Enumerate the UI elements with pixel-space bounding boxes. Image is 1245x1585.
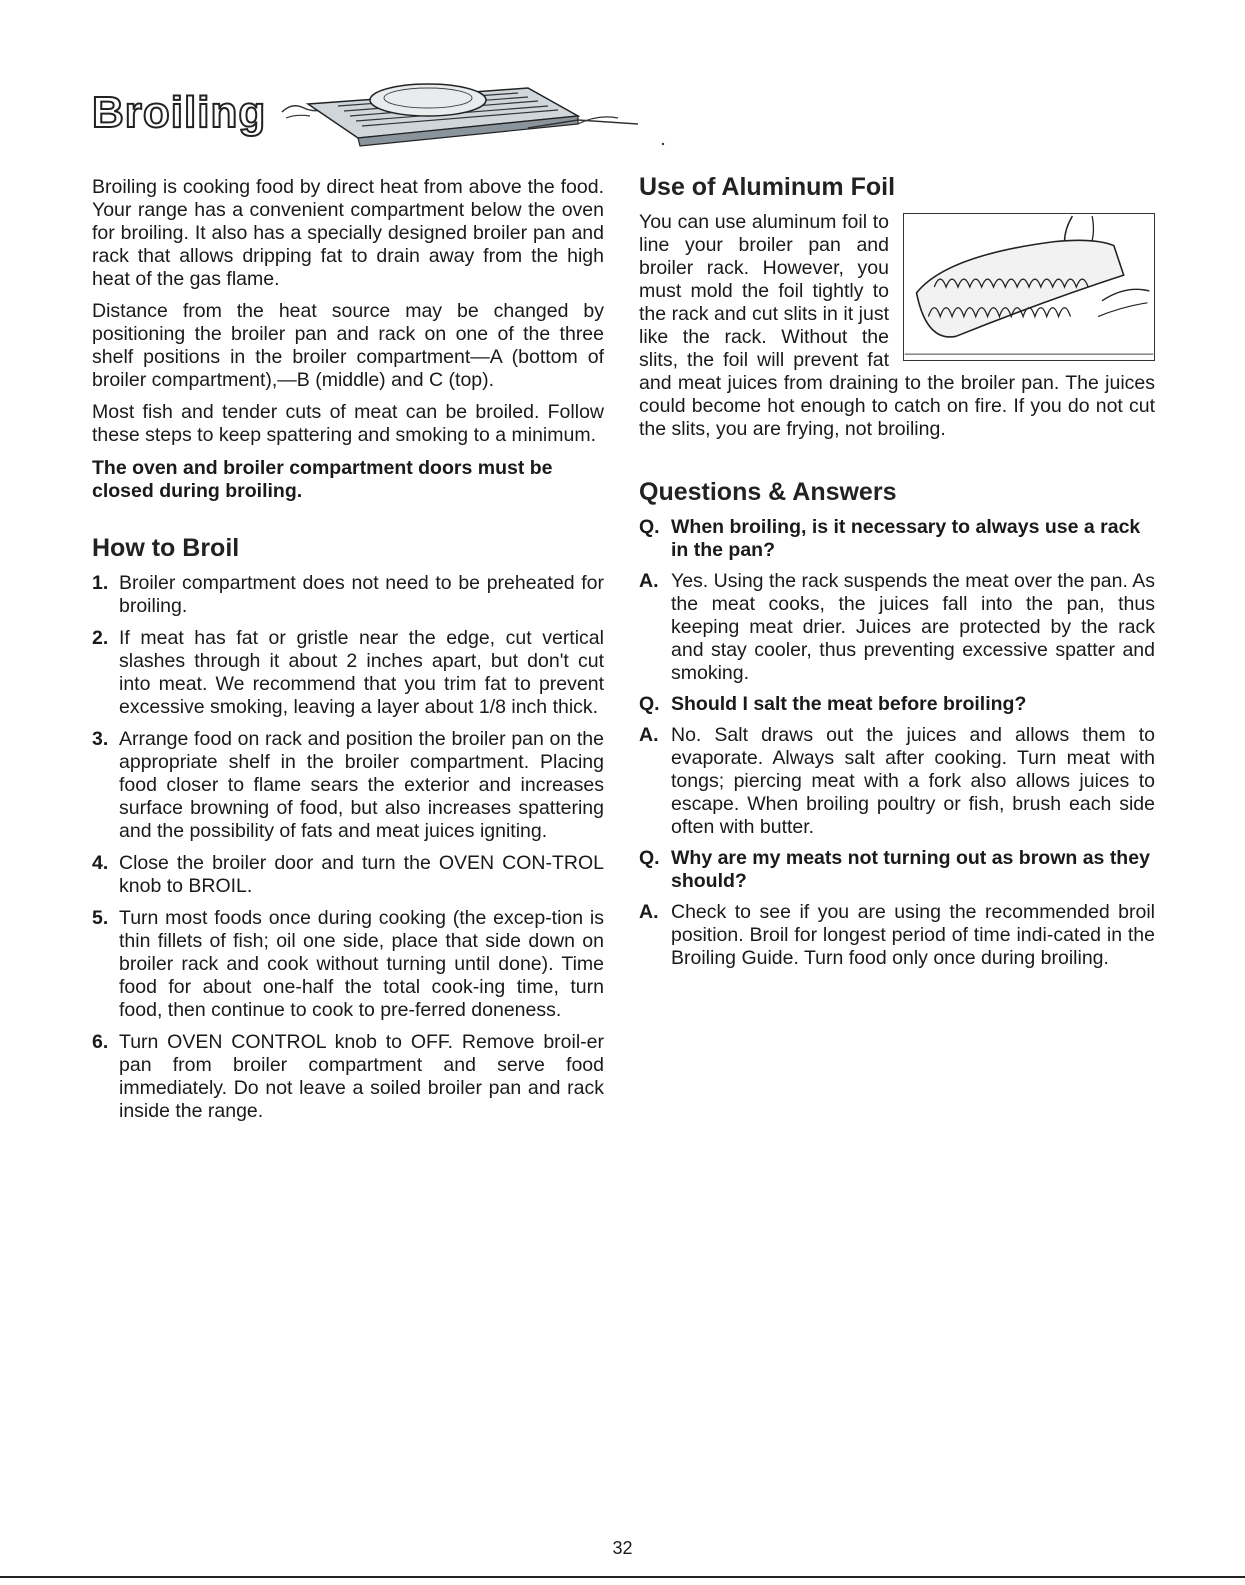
question-text: Why are my meats not turning out as brown as they should? xyxy=(671,847,1150,892)
aluminum-foil-section xyxy=(639,211,1155,441)
foil-lined-pan-illustration xyxy=(903,213,1155,361)
intro-paragraph-2: Distance from the heat source may be changed by positioning the broiler pan and rack on one of the three shelf positions in the broiler compartment—A (bottom of broiler compartment),—B (middle) and C (top). xyxy=(92,300,604,391)
answer-text: No. Salt draws out the juices and allows them to evaporate. Always salt after cooking. Turn meat with tongs; piercing meat with a fork also allows juices to escape. When broiling poultry or fish, brush each side often with butter. xyxy=(671,724,1155,838)
qa-label: Q. xyxy=(639,516,660,538)
page-number: 32 xyxy=(612,1538,633,1558)
right-column xyxy=(639,173,1155,978)
qa-answer xyxy=(639,901,1155,970)
page-header xyxy=(92,78,652,158)
step-item xyxy=(92,572,604,618)
broil-steps-list xyxy=(92,572,604,1123)
bottom-rule xyxy=(0,1576,1245,1578)
step-text: Broiler compartment does not need to be preheated for broiling. xyxy=(119,572,604,617)
qa-question xyxy=(639,847,1155,893)
intro-paragraph-1: Broiling is cooking food by direct heat from above the food. Your range has a convenient compartment below the oven for broiling. It also has a specially designed broiler pan and rack that allows dripping fat to drain away from the high heat of the gas flame. xyxy=(92,176,604,290)
step-number: 6. xyxy=(92,1031,109,1053)
step-item xyxy=(92,627,604,719)
step-text: Turn most foods once during cooking (the excep-tion is thin fillets of fish; oil one side, place that side down on broiler rack and cook without turning until done). Time food for about one-half the total cook-ing time, turn food, then continue to cook to pre-ferred doneness. xyxy=(119,907,604,1021)
qa-label: Q. xyxy=(639,693,660,715)
question-text: When broiling, is it necessary to always use a rack in the pan? xyxy=(671,516,1141,561)
step-text: Close the broiler door and turn the OVEN CON-TROL knob to BROIL. xyxy=(119,852,604,897)
step-item xyxy=(92,1031,604,1123)
qa-label: A. xyxy=(639,901,659,923)
step-text: If meat has fat or gristle near the edge, cut vertical slashes through it about 2 inches apart, but don't cut into meat. We recommend that you trim fat to prevent excessive smoking, leaving a layer about 1/8 inch thick. xyxy=(119,627,604,718)
page-title: Broiling xyxy=(92,88,267,137)
step-number: 2. xyxy=(92,627,109,649)
step-number: 4. xyxy=(92,852,109,874)
qa-answer xyxy=(639,724,1155,839)
qa-label: A. xyxy=(639,724,659,746)
answer-text: Yes. Using the rack suspends the meat over the pan. As the meat cooks, the juices fall into the pan, thus keeping meat drier. Juices are protected by the rack and stay cooler, thus preventing excessive spatter and smoking. xyxy=(671,570,1155,684)
step-item xyxy=(92,728,604,843)
step-item xyxy=(92,907,604,1022)
question-text: Should I salt the meat before broiling? xyxy=(671,693,1027,715)
questions-answers-heading: Questions & Answers xyxy=(639,478,897,506)
how-to-broil-heading: How to Broil xyxy=(92,534,240,562)
intro-paragraph-3: Most fish and tender cuts of meat can be broiled. Follow these steps to keep spattering and smoking to a minimum. xyxy=(92,401,604,446)
safety-note: The oven and broiler compartment doors must be closed during broiling. xyxy=(92,457,553,502)
step-number: 5. xyxy=(92,907,109,929)
qa-question xyxy=(639,693,1155,716)
step-item xyxy=(92,852,604,898)
qa-label: A. xyxy=(639,570,659,592)
qa-answer xyxy=(639,570,1155,685)
qa-question xyxy=(639,516,1155,562)
step-text: Arrange food on rack and position the broiler pan on the appropriate shelf in the broiler compartment. Placing food closer to flame sears the exterior and increases surface browning of food, but also increases spattering and the possibility of fats and meat juices igniting. xyxy=(119,728,604,842)
step-text: Turn OVEN CONTROL knob to OFF. Remove broil-er pan from broiler compartment and serve food immediately. Do not leave a soiled broiler pan and rack inside the range. xyxy=(119,1031,604,1122)
answer-text: Check to see if you are using the recommended broil position. Broil for longest period of time indi-cated in the Broiling Guide. Turn food only once during broiling. xyxy=(671,901,1155,969)
left-column xyxy=(92,176,604,1132)
qa-list xyxy=(639,516,1155,970)
aluminum-foil-heading: Use of Aluminum Foil xyxy=(639,173,896,201)
step-number: 3. xyxy=(92,728,109,750)
aluminum-foil-text: You can use aluminum foil to line your broiler pan and broiler rack. However, you must mold the foil tightly to the rack and cut slits in it just like the rack. Without the slits, the foil will prevent fat and meat juices from draining to the broiler pan. The juices could become hot enough to catch on fire. If you do not cut the slits, you are frying, not broiling. xyxy=(639,211,1155,440)
qa-label: Q. xyxy=(639,847,660,869)
broiler-pan-illustration xyxy=(278,78,668,150)
step-number: 1. xyxy=(92,572,109,594)
